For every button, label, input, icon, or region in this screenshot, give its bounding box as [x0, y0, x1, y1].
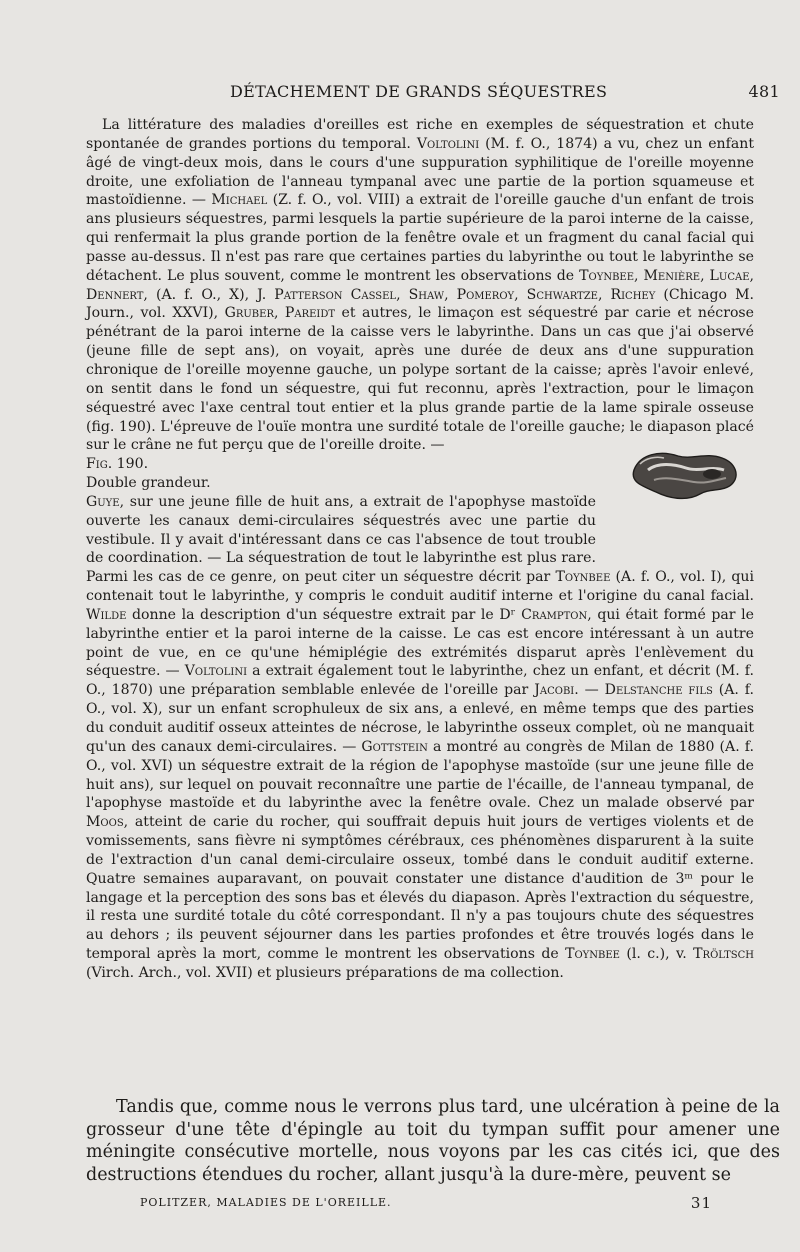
running-title: DÉTACHEMENT DE GRANDS SÉQUESTRES	[230, 82, 608, 101]
paragraph-small-print: La littérature des maladies d'oreilles est riche en exemples de séquestration et chute spontanée de grandes portions du temporal. Voltolini (M. f. O., 1874) a vu, chez un enfant âgé de vingt-deux mois, dans le cours d'une suppuration syphilitique de l'oreille moyenne droite, une exfoliation de l'anneau tympanal avec une partie de la portion squameuse et mastoïdienne. — Michael (Z. f. O., vol. VIII) a extrait de l'oreille gauche d'un enfant de trois ans plusieurs séquestres, parmi lesquels la partie supérieure de la paroi interne de la caisse, qui renfermait la plus grande portion de la fenêtre ovale et un fragment du canal facial qui passe au-dessus. Il n'est pas rare que certaines parties du labyrinthe ou tout le labyrinthe se détachent. Le plus souvent, comme le montrent les observations de Toynbee, Menière, Lucae, Dennert, (A. f. O., X), J. Patterson Cassel, Shaw, Pomeroy, Schwartze, Richey (Chicago M. Journ., vol. XXVI), Gruber, Pareidt et autres, le limaçon est séquestré par carie et nécrose pénétrant de la paroi interne de la caisse vers le labyrinthe. Dans un cas que j'ai observé (jeune fille de sept ans), on voyait, après une durée de deux ans d'une suppuration chronique de l'oreille moyenne gauche, un polype sortant de la caisse; après l'avoir enlevé, on sentit dans le fond un séquestre, qui fut reconnu, après l'extraction, pour le limaçon séquestré avec l'axe central tout entier et la plus grande partie de la lame spirale osseuse (fig. 190). L'épreuve de l'ouïe montra une surdité totale de l'oreille gauche; le diapason placé sur le crâne ne fut perçu que de l'oreille droite. —	[86, 116, 754, 455]
figure-190	[610, 440, 760, 560]
page-number: 481	[748, 82, 780, 101]
main-text-large	[86, 1096, 780, 1186]
figure-anchor-text: et autres, le limaçon est séquestré par carie et nécrose pénétrant de la paroi interne de la caisse vers le labyrinthe. Dans un cas que j'ai observé (jeune fille de sept ans), on voyait, après une durée de deux ans d'une suppuration chronique de l'oreille moyenne gauche, un polype sortant de la caisse; après l'avoir enlevé, on sentit dans le fond un séquestre, qui fut reconnu, après l'extraction, pour le limaçon séquestré avec l'axe central tout entier et la plus grande partie de la lame spirale osseuse (fig. 190). L'épreuve de l'ouïe montra une surdité totale de l'oreille gauche; le diapason placé sur le crâne ne fut perçu que de l'oreille droite. —	[86, 305, 755, 454]
paragraph-large-print: Tandis que, comme nous le verrons plus tard, une ulcération à peine de la grosseur d'une tête d'épingle au toit du tympan suffit pour amener une méningite consécutive mortelle, nous voyons par les cas cités ici, que des destructions étendues du rocher, allant jusqu'à la dure-mère, peuvent se	[86, 1097, 780, 1185]
figure-caption: Double grandeur.	[86, 475, 211, 492]
page-footer	[140, 1196, 712, 1214]
figure-label: Fig. 190.	[86, 456, 149, 473]
bone-sequestrum-icon	[626, 440, 744, 506]
main-text: La littérature des maladies d'oreilles est riche en exemples de séquestration et chute spontanée de grandes portions du temporal. Voltolini (M. f. O., 1874) a vu, chez un enfant âgé de vingt-deux mois, dans le cours d'une suppuration syphilitique de l'oreille moyenne droite, une exfoliation de l'anneau tympanal avec une partie de la portion squameuse et mastoïdienne. — Michael (Z. f. O., vol. VIII) a extrait de l'oreille gauche d'un enfant de trois ans plusieurs séquestres, parmi lesquels la partie supérieure de la paroi interne de la caisse, qui renfermait la plus grande portion de la fenêtre ovale et un fragment du canal facial qui passe au-dessus. Il n'est pas rare que certaines parties du labyrinthe ou tout le labyrinthe se détachent. Le plus souvent, comme le montrent les observations de Toynbee, Menière, Lucae, Dennert, (A. f. O., X), J. Patterson Cassel, Shaw, Pomeroy, Schwartze, Richey (Chicago M. Journ., vol. XXVI), Gruber, Pareidt et autres, le limaçon est séquestré par carie et nécrose pénétrant de la paroi interne de la caisse vers le labyrinthe. Dans un cas que j'ai observé (jeune fille de sept ans), on voyait, après une durée de deux ans d'une suppuration chronique de l'oreille moyenne gauche, un polype sortant de la caisse; après l'avoir enlevé, on sentit dans le fond un séquestre, qui fut reconnu, après l'extraction, pour le limaçon séquestré avec l'axe central tout entier et la plus grande partie de la lame spirale osseuse (fig. 190). L'épreuve de l'ouïe montra une surdité totale de l'oreille gauche; le diapason placé sur le crâne ne fut perçu que de l'oreille droite. — Fig. 190. Double grandeur. Guye, sur une jeune fille de huit ans, a extrait de l'apophyse mastoïde ouverte les canaux demi-circulaires séquestrés avec une partie du vestibule. Il y avait d'intéressant dans ce cas l'absence de tout trouble de coordination. — La séquestration de tout le labyrinthe est plus rare. Parmi les cas de ce genre, on peut citer un séquestre décrit par Toynbee (A. f. O., vol. I), qui contenait tout le labyrinthe, y compris le conduit auditif interne et l'origine du canal facial. Wilde donne la description d'un séquestre extrait par le Dʳ Crampton, qui était formé par le labyrinthe entier et la paroi interne de la caisse. Le cas est encore intéressant à un autre point de vue, en ce qu'une hémiplégie des extrémités disparut après l'enlèvement du séquestre. — Voltolini a extrait également tout le labyrinthe, chez un enfant, et décrit (M. f. O., 1870) une préparation semblable enlevée de l'oreille par Jacobi. — Delstanche fils (A. f. O., vol. X), sur un enfant scrophuleux de six ans, a enlevé, en même temps que des parties du conduit auditif osseux atteintes de nécrose, le labyrinthe osseux complet, où ne manquait qu'un des canaux demi-circulaires. — Gottstein a montré au congrès de Milan de 1880 (A. f. O., vol. XVI) un séquestre extrait de la région de l'apophyse mastoïde (sur une jeune fille de huit ans), sur lequel on pouvait reconnaître une partie de l'écaille, de l'anneau tympanal, de l'apophyse mastoïde et du labyrinthe avec la fenêtre ovale. Chez un malade observé par Moos, atteint de carie du rocher, qui souffrait depuis huit jours de vertiges violents et de vomissements, sans fièvre ni symptômes cérébraux, ces phénomènes disparurent à la suite de l'extraction d'un canal demi-circulaire osseux, tombé dans le conduit auditif externe. Quatre semaines auparavant, on pouvait constater une distance d'audition de 3ᵐ pour le langage et la perception des sons bas et élevés du diapason. Après l'extraction du séquestre, il resta une surdité totale du côté correspondant. Il n'y a pas toujours chute des séquestres au dehors ; ils peuvent séjourner dans les parties profondes et être trouvés logés dans le temporal après la mort, comme le montrent les observations de Toynbee (l. c.), v. Tröltsch (Virch. Arch., vol. XVII) et plusieurs préparations de ma collection.	[86, 116, 754, 983]
running-header	[88, 82, 780, 106]
sheet-number: 31	[690, 1194, 712, 1212]
footer-signature: POLITZER, MALADIES DE L'OREILLE.	[140, 1196, 392, 1209]
